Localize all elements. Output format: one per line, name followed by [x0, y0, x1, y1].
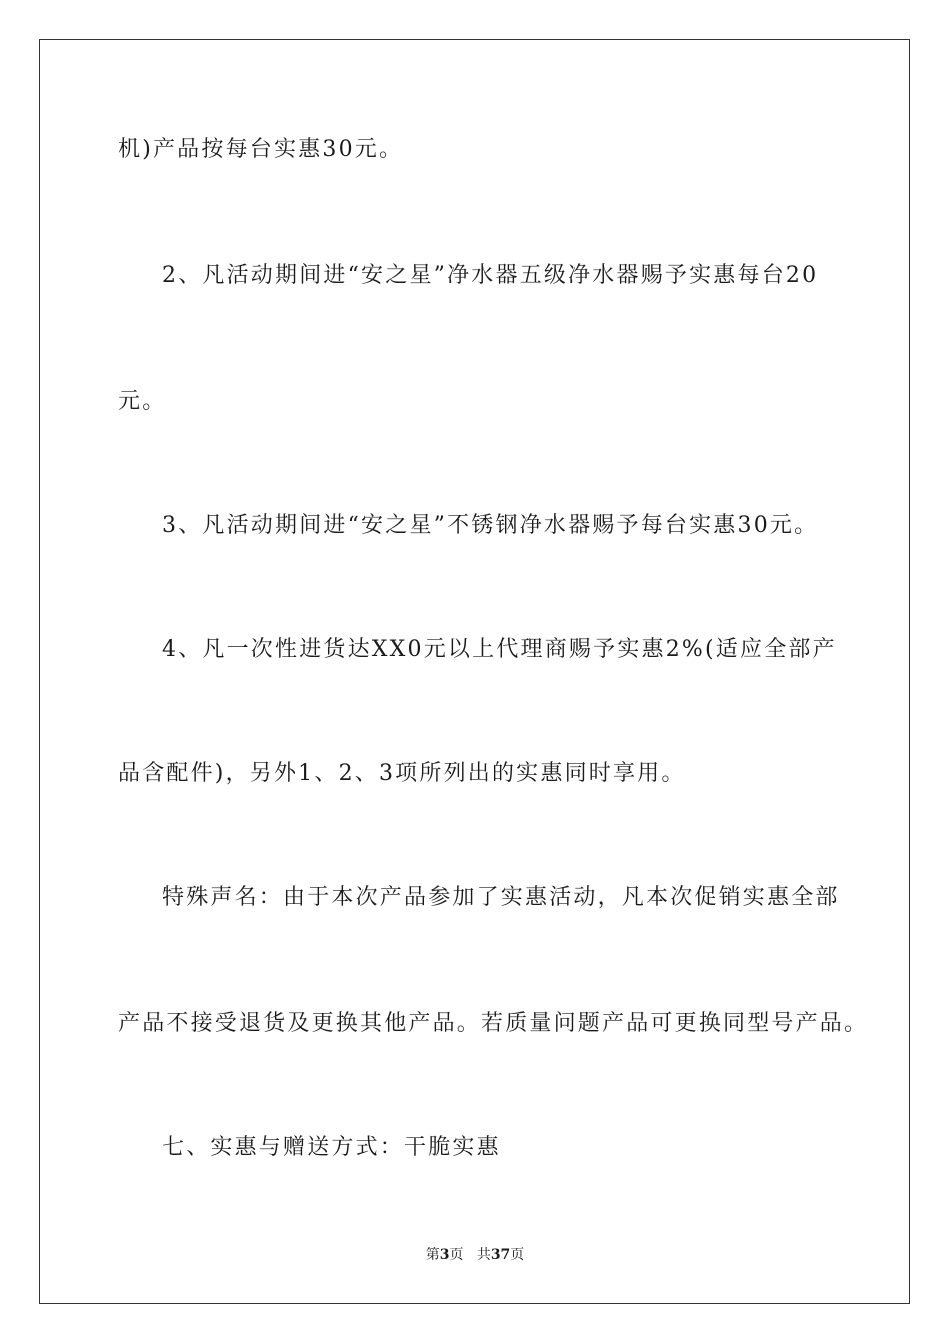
- text-line-9: 七、实惠与赠送方式：干脆实惠: [162, 1135, 501, 1160]
- footer-total-prefix: 共: [476, 1247, 491, 1263]
- text-line-4: 3、凡活动期间进“安之星”不锈钢净水器赐予每台实惠30元。: [162, 513, 819, 538]
- text-line-1: 机)产品按每台实惠30元。: [118, 137, 404, 162]
- text-line-7: 特殊声名：由于本次产品参加了实惠活动，凡本次促销实惠全部: [162, 885, 840, 910]
- footer-total-suffix: 页: [510, 1247, 525, 1263]
- page-border: [39, 39, 910, 1304]
- text-line-5: 4、凡一次性进货达XX0元以上代理商赐予实惠2%(适应全部产: [162, 637, 837, 662]
- text-line-8: 产品不接受退货及更换其他产品。若质量问题产品可更换同型号产品。: [118, 1011, 869, 1036]
- text-line-2: 2、凡活动期间进“安之星”净水器五级净水器赐予实惠每台20: [162, 263, 819, 288]
- text-line-6: 品含配件)，另外1、2、3项所列出的实惠同时享用。: [118, 761, 686, 786]
- footer-page-suffix: 页: [449, 1247, 464, 1263]
- page-footer: [0, 1246, 950, 1264]
- footer-page-prefix: 第: [425, 1247, 440, 1263]
- text-line-3: 元。: [118, 389, 167, 414]
- footer-total-pages: 37: [490, 1247, 511, 1263]
- footer-page-number: 3: [439, 1247, 450, 1263]
